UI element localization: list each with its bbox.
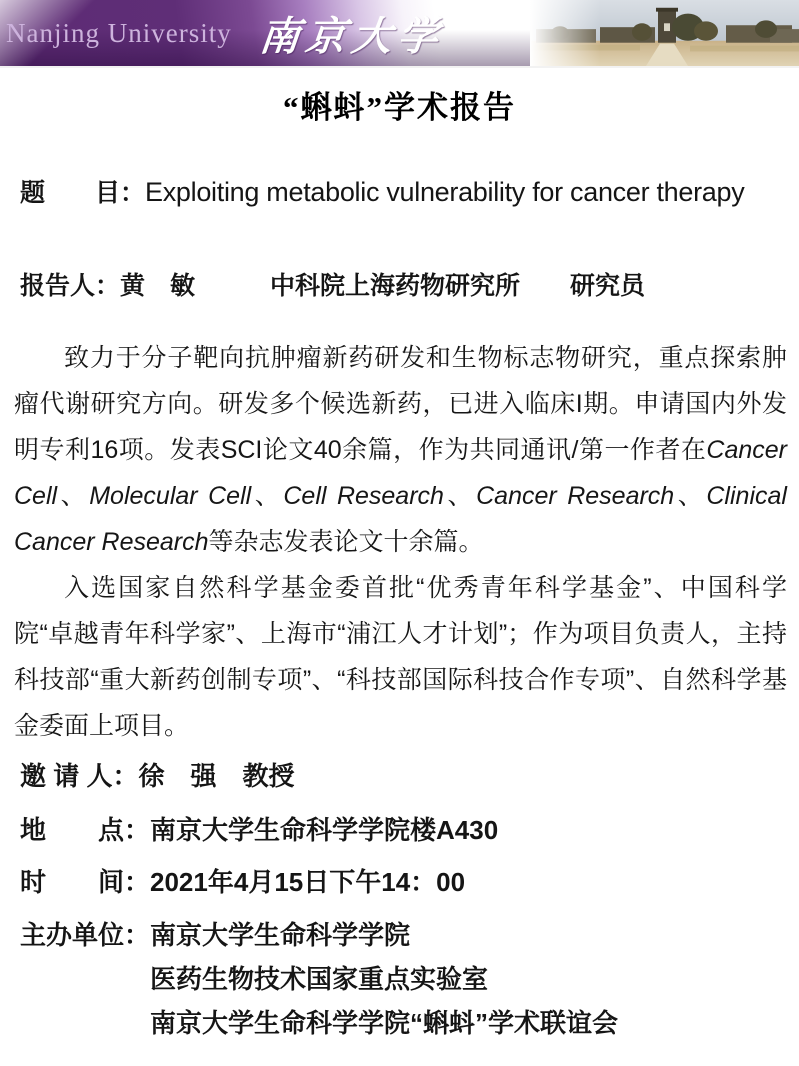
speaker-value: 黄 敏 中科院上海药物研究所 研究员 bbox=[120, 272, 646, 300]
host-organization: 医药生物技术国家重点实验室 bbox=[150, 964, 489, 994]
journal-name: Cancer Cell bbox=[14, 436, 787, 510]
separator: 、 bbox=[443, 482, 477, 510]
inviter-value: 徐 强 教授 bbox=[138, 761, 295, 791]
host-label: 主办单位： bbox=[20, 920, 151, 950]
time-label: 时 间： bbox=[20, 867, 151, 897]
journal-name: Molecular Cell bbox=[89, 482, 252, 510]
venue-value: 南京大学生命科学学院楼A430 bbox=[150, 815, 499, 845]
topic-label: 题 目： bbox=[20, 179, 146, 207]
campus-photo-illustration bbox=[530, 0, 799, 66]
topic-value: Exploiting metabolic vulnerability for cancer therapy bbox=[145, 177, 745, 207]
journal-name: Cancer Research bbox=[476, 482, 675, 510]
venue-label: 地 点： bbox=[20, 815, 151, 845]
inviter-label: 邀 请 人： bbox=[20, 761, 139, 791]
inviter-row bbox=[0, 757, 799, 795]
host-row bbox=[0, 913, 799, 1045]
speaker-label: 报告人： bbox=[20, 272, 121, 300]
university-banner-gradient bbox=[0, 0, 530, 66]
host-organization: 南京大学生命科学学院“蝌蚪”学术联谊会 bbox=[150, 1008, 619, 1038]
host-organization: 南京大学生命科学学院 bbox=[150, 920, 411, 950]
university-name-english: Nanjing University bbox=[6, 17, 232, 48]
speaker-row bbox=[0, 267, 799, 305]
time-value: 2021年4月15日下午14：00 bbox=[150, 867, 466, 897]
bio-text: 等杂志发表论文十余篇。 bbox=[208, 528, 484, 556]
university-banner bbox=[0, 0, 799, 68]
speaker-bio-paragraph-1 bbox=[14, 335, 787, 565]
separator: 、 bbox=[674, 482, 707, 510]
university-name-calligraphy: 南京大学 bbox=[257, 13, 446, 59]
bio-text: 致力于分子靶向抗肿瘤新药研发和生物标志物研究，重点探索肿瘤代谢研究方向。研发多个候选新药，已进入临床I期。申请国内外发明专利16项。发表SCI论文40余篇，作为共同通讯/第一作者在 bbox=[14, 344, 787, 464]
speaker-bio-paragraph-2: 入选国家自然科学基金委首批“优秀青年科学基金”、中国科学院“卓越青年科学家”、上海市“浦江人才计划”；作为项目负责人，主持科技部“重大新药创制专项”、“科技部国际科技合作专项”、自然科学基金委面上项目。 bbox=[14, 574, 787, 740]
topic-row bbox=[0, 172, 799, 213]
poster-title: “蝌蚪”学术报告 bbox=[283, 90, 516, 125]
campus-photo bbox=[530, 0, 799, 66]
host-organization-list bbox=[150, 913, 618, 1045]
separator: 、 bbox=[251, 482, 284, 510]
journal-name: Cell Research bbox=[283, 482, 444, 510]
time-row bbox=[0, 863, 799, 901]
venue-row bbox=[0, 811, 799, 849]
separator: 、 bbox=[57, 482, 90, 510]
journal-name: Clinical Cancer Research bbox=[14, 482, 787, 556]
